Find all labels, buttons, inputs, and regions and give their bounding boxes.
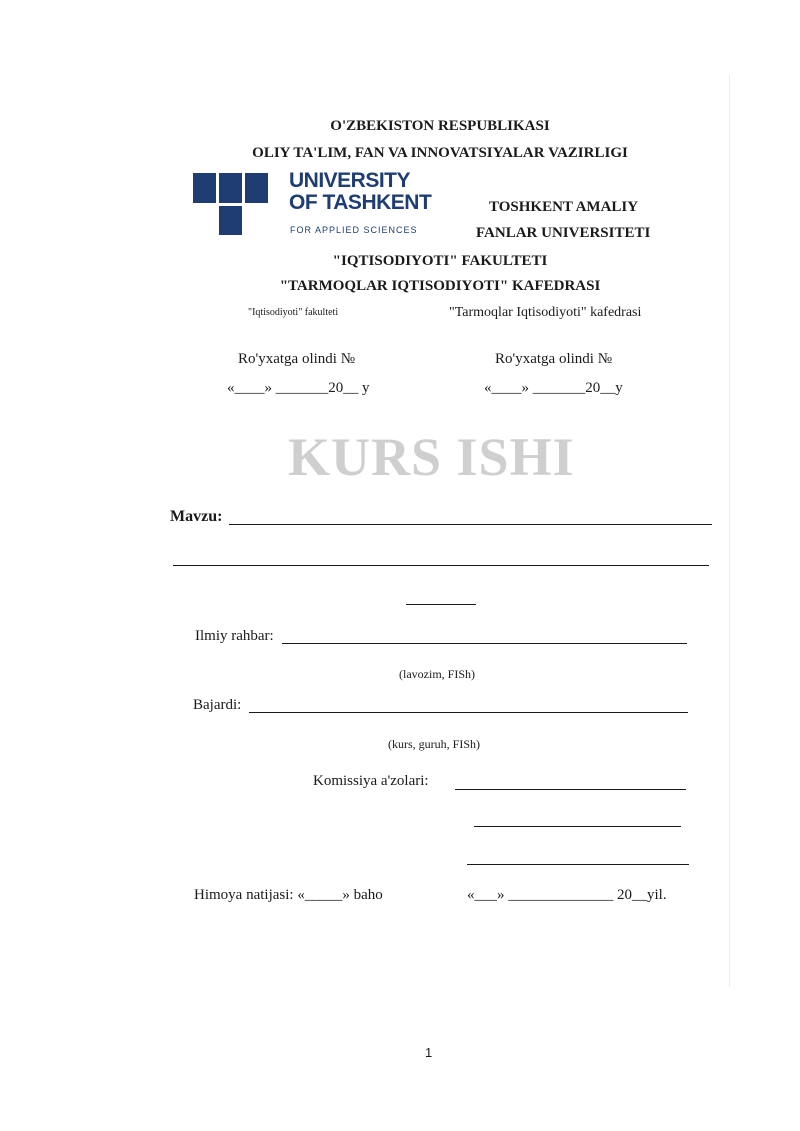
commission-line-3[interactable] bbox=[467, 864, 689, 865]
supervisor-line[interactable] bbox=[282, 643, 687, 644]
ministry-heading: OLIY TA'LIM, FAN VA INNOVATSIYALAR VAZIRLIGI bbox=[252, 145, 628, 161]
department-heading: "TARMOQLAR IQTISODIYOTI" KAFEDRASI bbox=[279, 278, 601, 294]
topic-label: Mavzu: bbox=[170, 508, 223, 525]
logo-square-3 bbox=[245, 173, 268, 203]
university-name-line1: TOSHKENT AMALIY bbox=[489, 199, 639, 215]
registration-right-date: «____» _______20__y bbox=[484, 380, 623, 396]
performer-hint: (kurs, guruh, FISh) bbox=[388, 737, 480, 751]
university-name-line2: FANLAR UNIVERSITETI bbox=[476, 225, 651, 241]
defense-result-label: Himoya natijasi: «_____» baho bbox=[194, 887, 383, 903]
department-small-label: "Tarmoqlar Iqtisodiyoti" kafedrasi bbox=[449, 305, 642, 320]
performer-line[interactable] bbox=[249, 712, 688, 713]
faculty-small-label: "Iqtisodiyoti" fakulteti bbox=[248, 307, 339, 318]
document-title: KURS ISHI bbox=[288, 427, 575, 487]
supervisor-label: Ilmiy rahbar: bbox=[195, 628, 274, 644]
topic-line-2[interactable] bbox=[173, 565, 709, 566]
logo-text-university: UNIVERSITY bbox=[289, 169, 411, 192]
commission-line-1[interactable] bbox=[455, 789, 686, 790]
registration-left-date: «____» _______20__ y bbox=[227, 380, 370, 396]
performer-label: Bajardi: bbox=[193, 697, 242, 713]
republic-heading: O'ZBEKISTON RESPUBLIKASI bbox=[330, 118, 550, 134]
page-margin-rule bbox=[729, 75, 730, 987]
supervisor-hint: (lavozim, FISh) bbox=[399, 667, 475, 681]
topic-line-1[interactable] bbox=[229, 524, 712, 525]
registration-right-label: Ro'yxatga olindi № bbox=[495, 351, 613, 367]
registration-left-label: Ro'yxatga olindi № bbox=[238, 351, 356, 367]
defense-date: «___» ______________ 20__yil. bbox=[467, 887, 667, 903]
page-number: 1 bbox=[425, 1045, 433, 1060]
logo-square-1 bbox=[193, 173, 216, 203]
logo-text-of-tashkent: OF TASHKENT bbox=[289, 191, 432, 214]
logo-square-4 bbox=[219, 206, 242, 235]
logo-square-2 bbox=[219, 173, 242, 203]
logo-text-applied-sciences: FOR APPLIED SCIENCES bbox=[290, 225, 418, 235]
commission-label: Komissiya a'zolari: bbox=[313, 773, 429, 789]
faculty-heading: "IQTISODIYOTI" FAKULTETI bbox=[332, 253, 548, 269]
commission-line-2[interactable] bbox=[474, 826, 681, 827]
topic-line-3[interactable] bbox=[406, 604, 476, 605]
